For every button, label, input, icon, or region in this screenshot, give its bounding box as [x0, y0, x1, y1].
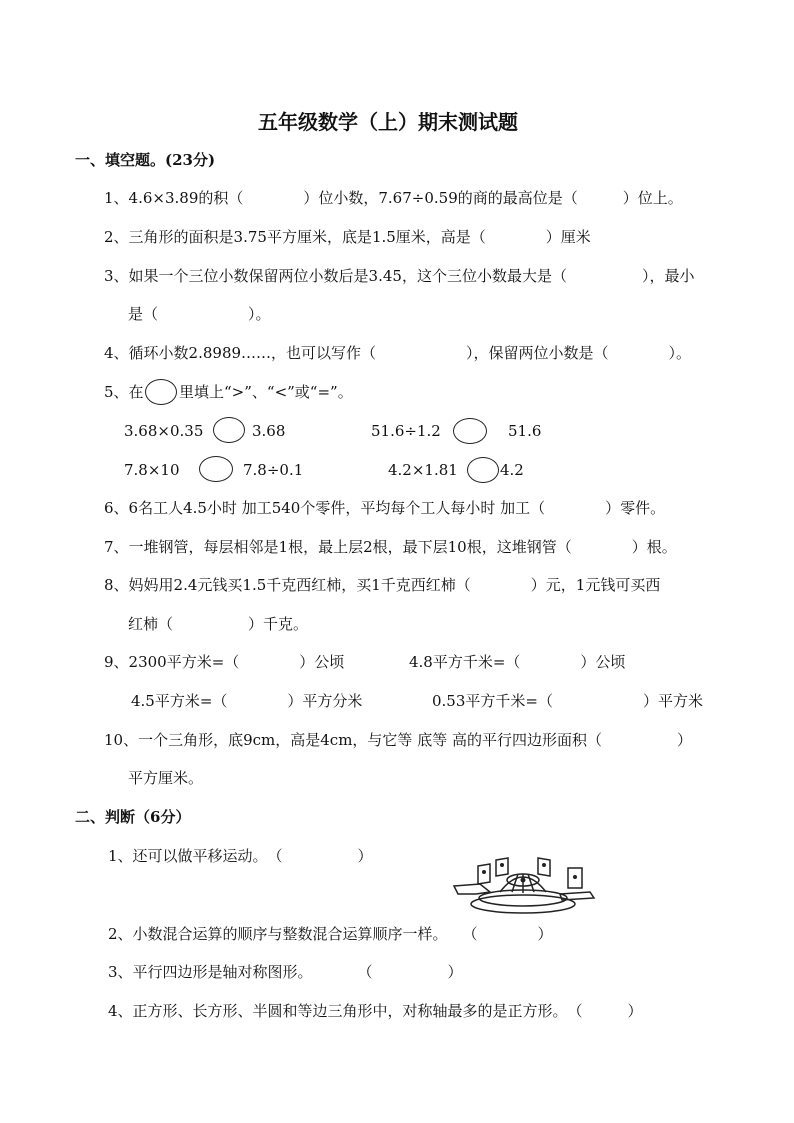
question-10-line1: 10、一个三角形，底9cm，高是4cm，与它等 底等 高的平行四边形面积（ ） [104, 731, 692, 749]
q5-a-right: 3.68 [252, 422, 286, 440]
question-9-b: 4.8平方千米=（ ）公顷 [409, 653, 626, 671]
page-title: 五年级数学（上）期末测试题 [258, 110, 518, 134]
q5-a-left: 3.68×0.35 [124, 422, 204, 440]
q5-d-right: 4.2 [500, 461, 524, 479]
judge-4: 4、正方形、长方形、半圆和等边三角形中，对称轴最多的是正方形。 （ ） [108, 1002, 643, 1020]
q5-d-left: 4.2×1.81 [388, 461, 458, 479]
question-2: 2、三角形的面积是3.75平方厘米，底是1.5厘米，高是（ ）厘米 [104, 228, 591, 246]
q5-b-left: 51.6÷1.2 [371, 422, 441, 440]
question-9-c: 4.5平方米=（ ）平方分米 [131, 692, 363, 710]
question-8-line2: 红柿（ ）千克。 [128, 615, 309, 633]
question-3-line2: 是（ ）。 [128, 305, 271, 323]
section2-heading: 二、判断（6分） [75, 808, 191, 826]
compare-circle-b[interactable] [453, 418, 487, 444]
q5-c-left: 7.8×10 [124, 461, 180, 479]
question-7: 7、一堆钢管，每层相邻是1根，最上层2根，最下层10根，这堆钢管（ ）根。 [104, 538, 677, 556]
compare-circle-a[interactable] [213, 417, 245, 443]
question-10-line2: 平方厘米。 [128, 769, 204, 787]
question-9-a: 9、2300平方米=（ ）公顷 [104, 653, 345, 671]
judge-2: 2、小数混合运算的顺序与整数混合运算顺序一样。 （ ） [108, 925, 553, 943]
question-5-suffix: 里填上“>”、“<”或“=”。 [179, 383, 353, 401]
question-6: 6、6名工人4.5小时 加工540个零件，平均每个工人每小时 加工（ ）零件。 [104, 499, 666, 517]
carousel-ride-icon [450, 852, 600, 916]
q5-b-right: 51.6 [508, 422, 542, 440]
judge-3: 3、平行四边形是轴对称图形。 （ ） [108, 963, 463, 981]
judge-1: 1、还可以做平移运动。 （ ） [108, 847, 373, 865]
compare-circle-example [145, 379, 177, 405]
question-4: 4、循环小数2.8989……，也可以写作（ ），保留两位小数是（ ）。 [104, 344, 692, 362]
question-1: 1、4.6×3.89的积（ ）位小数，7.67÷0.59的商的最高位是（ ）位上。 [104, 189, 683, 207]
compare-circle-c[interactable] [199, 456, 233, 482]
section1-heading: 一、填空题。(23分) [75, 151, 216, 169]
q5-c-right: 7.8÷0.1 [243, 461, 304, 479]
question-8-line1: 8、妈妈用2.4元钱买1.5千克西红柿，买1千克西红柿（ ）元，1元钱可买西 [104, 576, 661, 594]
compare-circle-d[interactable] [467, 457, 499, 483]
question-9-d: 0.53平方千米=（ ）平方米 [432, 692, 703, 710]
question-5-prefix: 5、在 [104, 383, 144, 401]
question-3-line1: 3、如果一个三位小数保留两位小数后是3.45，这个三位小数最大是（ ），最小 [104, 267, 695, 285]
